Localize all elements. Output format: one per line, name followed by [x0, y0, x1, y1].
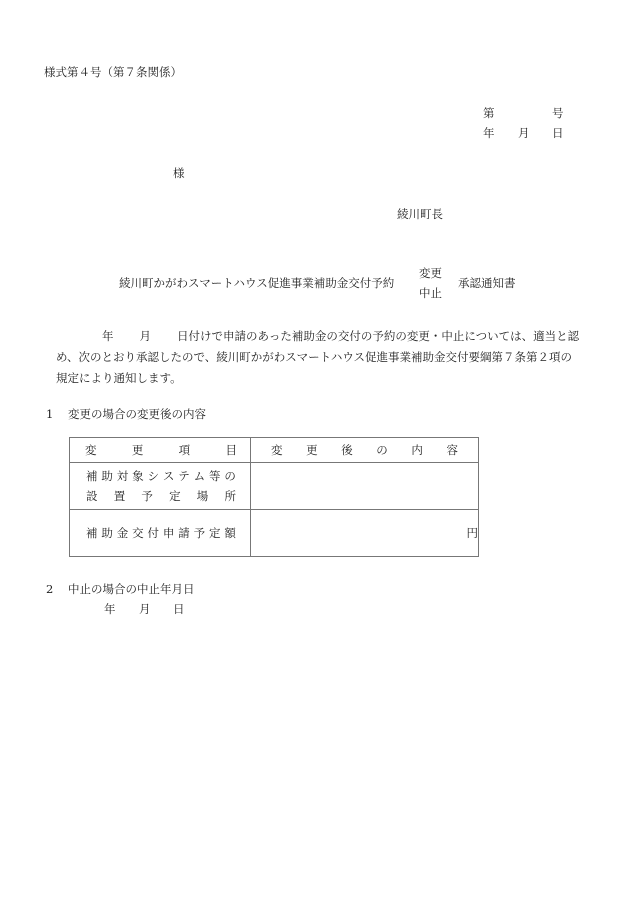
section-1-heading — [46, 409, 206, 421]
table-header-row — [70, 438, 479, 463]
stop-date-month: 月 — [139, 602, 151, 616]
table-row — [70, 510, 479, 557]
value-planned-subsidy-amount[interactable] — [251, 510, 479, 557]
document-title-suffix: 承認通知書 — [458, 276, 516, 290]
stop-date-year: 年 — [104, 602, 116, 616]
change-details-table — [69, 437, 479, 557]
body-paragraph — [56, 326, 580, 389]
item-installation-location: 補 助 対 象 シ ス テ ム 等 の 設 置 予 定 場 所 — [70, 463, 251, 510]
title-option-change: 変更 — [419, 266, 442, 280]
body-line1-text: 日付けで申請のあった補助金の交付の予約の変更・中止については、適当と認 — [177, 329, 580, 343]
section-2-heading — [46, 584, 195, 596]
issuer: 綾川町長 — [397, 207, 443, 221]
section-1-number: 1 — [46, 407, 54, 421]
doc-number-prefix: 第 — [483, 106, 495, 120]
form-number: 様式第４号（第７条関係） — [44, 65, 182, 79]
title-option-stop: 中止 — [419, 286, 442, 300]
body-line-3: 規定により通知します。 — [56, 371, 182, 385]
value-installation-location[interactable] — [251, 463, 479, 510]
issue-date-year: 年 — [483, 126, 495, 140]
body-line-2: め、次のとおり承認したので、綾川町かがわスマートハウス促進事業補助金交付要綱第７条第２項の — [56, 350, 572, 364]
issue-date-day: 日 — [552, 126, 564, 140]
currency-unit-yen: 円 — [466, 526, 478, 540]
body-line-1 — [56, 326, 580, 347]
section-1-title: 変更の場合の変更後の内容 — [68, 407, 206, 421]
addressee-honorific: 様 — [173, 166, 185, 180]
item-planned-subsidy-amount: 補 助 金 交 付 申 請 予 定 額 — [70, 510, 251, 557]
document-title: 綾川町かがわスマートハウス促進事業補助金交付予約 — [119, 276, 395, 290]
issue-date-month: 月 — [518, 126, 530, 140]
body-month: 月 — [139, 329, 151, 343]
section-2-number: 2 — [46, 582, 54, 596]
body-year: 年 — [102, 329, 114, 343]
header-change-item: 変 更 項 目 — [70, 438, 251, 463]
doc-number-suffix: 号 — [552, 106, 564, 120]
table-row — [70, 463, 479, 510]
section-2-title: 中止の場合の中止年月日 — [68, 582, 195, 596]
header-changed-content: 変 更 後 の 内 容 — [251, 438, 479, 463]
stop-date-day: 日 — [173, 602, 185, 616]
